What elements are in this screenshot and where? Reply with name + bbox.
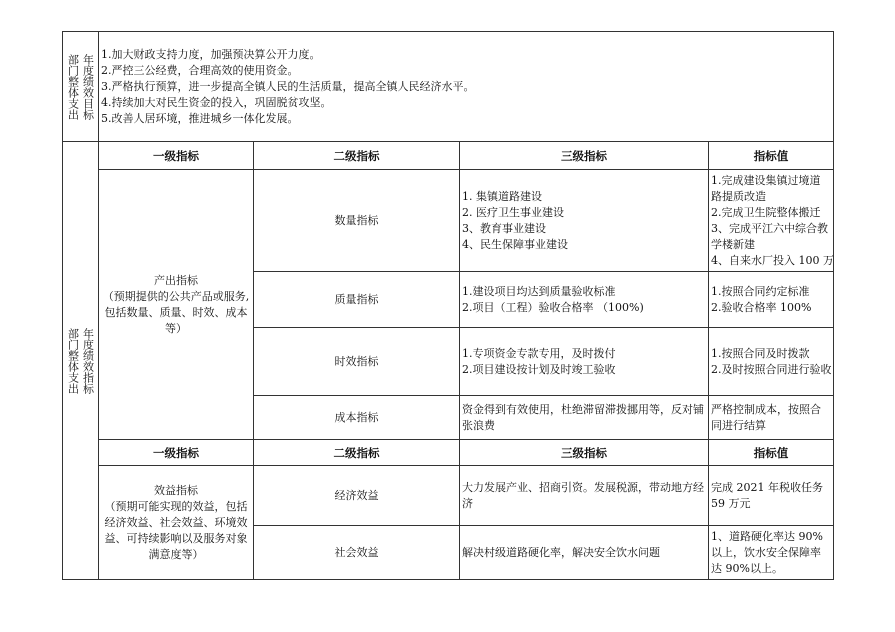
output-row-cost-value: 严格控制成本，按照合同进行结算 — [709, 396, 834, 440]
header-level1: 一级指标 — [99, 142, 254, 170]
goal-item: 1.加大财政支持力度，加强预决算公开力度。 — [101, 47, 321, 61]
list-item: 1.按照合同约定标准 — [711, 284, 810, 298]
list-item: 1.建设项目均达到质量验收标准 — [462, 284, 616, 298]
benefit-row-economic-level3: 大力发展产业、招商引资。发展税源，带动地方经济 — [460, 466, 709, 526]
benefit-row-social-level2: 社会效益 — [254, 526, 460, 580]
output-row-quantity-level3 — [460, 170, 709, 272]
benefit-row-economic-value: 完成 2021 年税收任务 59 万元 — [709, 466, 834, 526]
list-item: 2.完成卫生院整体搬迁 — [711, 205, 821, 219]
goals-label-cell — [63, 32, 99, 142]
header2-level3: 三级指标 — [460, 440, 709, 466]
list-item: 3、教育事业建设 — [462, 221, 546, 235]
benefit-label-title: 效益指标 — [154, 483, 198, 497]
list-item: 3、完成平江六中综合教学楼新建 — [711, 221, 828, 251]
output-label-title: 产出指标 — [154, 273, 198, 287]
header-level3: 三级指标 — [460, 142, 709, 170]
goal-item: 5.改善人居环境，推进城乡一体化发展。 — [101, 111, 299, 125]
list-item: 2. 医疗卫生事业建设 — [462, 205, 564, 219]
output-row-timeliness-level3 — [460, 328, 709, 396]
goal-item: 4.持续加大对民生资金的投入，巩固脱贫攻坚。 — [101, 95, 332, 109]
header2-level1: 一级指标 — [99, 440, 254, 466]
list-item: 2.项目（工程）验收合格率 （100%) — [462, 300, 644, 314]
benefit-label-desc: （预期可能实现的效益，包括经济效益、社会效益、环境效益、可持续影响以及服务对象满意度等） — [104, 499, 248, 561]
output-row-timeliness-level2: 时效指标 — [254, 328, 460, 396]
header2-value: 指标值 — [709, 440, 834, 466]
goal-item: 2.严控三公经费，合理高效的使用资金。 — [101, 63, 299, 77]
list-item: 1.完成建设集镇过境道路提质改造 — [711, 173, 821, 203]
output-label-desc: （预期提供的公共产品或服务,包括数量、质量、时效、成本等） — [102, 289, 250, 335]
list-item: 1. 集镇道路建设 — [462, 189, 542, 203]
output-row-cost-level2: 成本指标 — [254, 396, 460, 440]
goals-label-col2: 年度绩效目标 — [81, 53, 95, 120]
goals-content-cell — [99, 32, 834, 142]
goals-label-col1: 部门整体支出 — [66, 53, 80, 120]
header2-level2: 二级指标 — [254, 440, 460, 466]
output-row-quantity-level2: 数量指标 — [254, 170, 460, 272]
list-item: 1.按照合同及时拨款 — [711, 346, 810, 360]
indicators-label-col1: 部门整体支出 — [66, 327, 80, 394]
list-item: 1.专项资金专款专用，及时拨付 — [462, 346, 616, 360]
output-row-quality-level3 — [460, 272, 709, 328]
header-level2: 二级指标 — [254, 142, 460, 170]
output-row-quantity-value — [709, 170, 834, 272]
goals-table — [62, 31, 834, 142]
output-indicator-label — [99, 170, 254, 440]
benefit-row-social-level3: 解决村级道路硬化率，解决安全饮水问题 — [460, 526, 709, 580]
benefit-indicator-label — [99, 466, 254, 580]
indicators-table — [62, 141, 834, 580]
output-row-quality-value — [709, 272, 834, 328]
output-row-cost-level3: 资金得到有效使用，杜绝滞留滞拨挪用等，反对铺张浪费 — [460, 396, 709, 440]
header-value: 指标值 — [709, 142, 834, 170]
indicators-label-col2: 年度绩效指标 — [81, 327, 95, 394]
benefit-row-economic-level2: 经济效益 — [254, 466, 460, 526]
benefit-row-social-value: 1、道路硬化率达 90%以上，饮水安全保障率达 90%以上。 — [709, 526, 834, 580]
list-item: 2.及时按照合同进行验收 — [711, 362, 832, 376]
goal-item: 3.严格执行预算，进一步提高全镇人民的生活质量，提高全镇人民经济水平。 — [101, 79, 475, 93]
list-item: 4、民生保障事业建设 — [462, 237, 568, 251]
output-row-timeliness-value — [709, 328, 834, 396]
list-item: 4、自来水厂投入 100 万 — [711, 253, 834, 267]
indicators-label-cell — [63, 142, 99, 580]
list-item: 2.验收合格率 100% — [711, 300, 812, 314]
list-item: 2.项目建设按计划及时竣工验收 — [462, 362, 616, 376]
output-row-quality-level2: 质量指标 — [254, 272, 460, 328]
